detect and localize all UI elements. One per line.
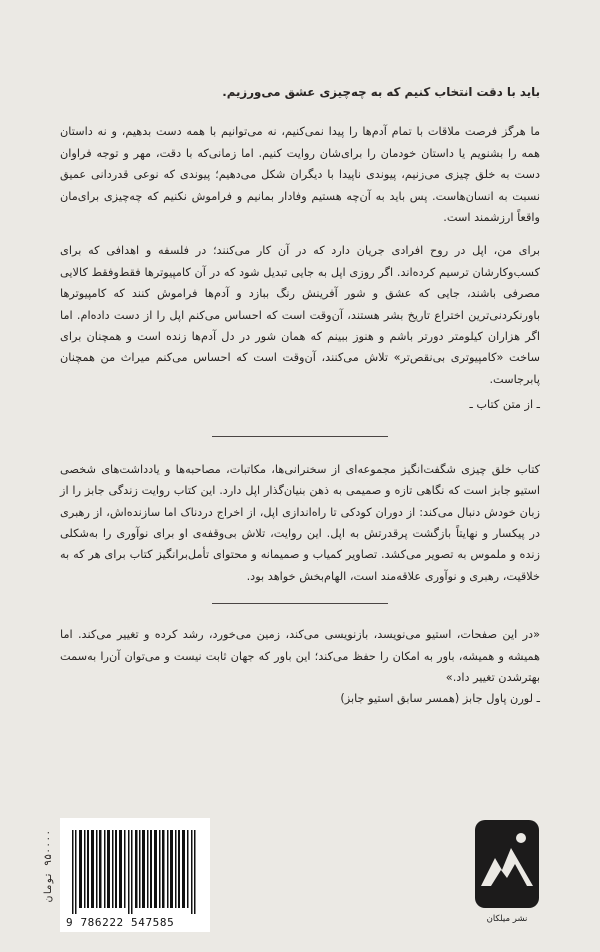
section-divider	[212, 603, 388, 604]
endorsement-attribution: ـ لورن پاول جابز (همسر سابق استیو جابز)	[340, 692, 540, 706]
barcode-bars	[68, 830, 202, 914]
isbn-barcode	[60, 818, 210, 932]
publisher-logo	[472, 820, 542, 930]
headline: باید با دقت انتخاب کنیم که به چه‌چیزی عشق می‌ورزیم.	[222, 85, 540, 99]
excerpt-paragraph-2: برای من، اپل در روح افرادی جریان دارد که در آن کار می‌کنند؛ در فلسفه و اهدافی که برای کسب‌وکارشان ترسیم کرده‌اند. اگر روزی اپل به جایی تبدیل شود که در آن کامپیوترها فقط‌وفقط کالایی مصرفی باشند، جایی که عشق و شور آفرینش رنگ ببازد و آدم‌ها فراموش کنند که کامپیوترها باورنکردنی‌ترین اختراع تاریخ بشر هستند، آن‌وقت است که احساس می‌کنم اپل را از دست داده‌ام. اما اگر هزاران کیلومتر دورتر باشم و هنوز ببینم که همان شور در دل آدم‌ها زنده است و همچنان برای ساخت «کامپیوتری بی‌نقص‌تر» تلاش می‌کنند، آن‌وقت است که احساس می‌کنم میراث من همچنان پابرجاست.	[60, 244, 540, 386]
section-divider	[212, 436, 388, 437]
publisher-name: نشر میلکان	[486, 914, 528, 924]
book-description: کتاب خلق چیزی شگفت‌انگیز مجموعه‌ای از سخنرانی‌ها، مکاتبات، مصاحبه‌ها و یادداشت‌های شخصی استیو جابز است که نگاهی تازه و صمیمی به ذهن بنیان‌گذار اپل دارد. این کتاب روایت زندگی جابز را از زبان خودش دنبال می‌کند: از دوران کودکی تا راه‌اندازی اپل، از اخراج دردناک اما سازنده‌اش، از رهبری در پیکسار و نهایتاً بازگشت پرقدرتش به اپل. این روایت، تلاش بی‌وقفه‌ی او برای نوآوری را به‌شکلی زنده و ملموس به تصویر می‌کشد. تصاویر کمیاب و صمیمانه و محتوای تأمل‌برانگیز کتاب برای هر که به خلاقیت، رهبری و نوآوری علاقه‌مند است، الهام‌بخش خواهد بود.	[60, 462, 540, 583]
isbn-digits: 9 786222 547585	[66, 916, 175, 929]
price-label: ۹۵۰۰۰۰ تومان	[43, 830, 54, 903]
excerpt-paragraph-1: ما هرگز فرصت ملاقات با تمام آدم‌ها را پیدا نمی‌کنیم، نه می‌توانیم با همه دست بدهیم، و نه داستان همه را بشنویم یا داستان خودمان را برای‌شان روایت کنیم. اما زمانی‌که با دقت، مهر و توجه فراوان دست به خلق چیزی می‌زنیم، پیوندی ناپیدا با دیگران شکل می‌دهیم؛ پیوندی که نوعی قدردانی عمیق نسبت به انسان‌هاست. پس باید به آن‌چه هستیم وفادار بمانیم و فراموش نکنیم که چه‌چیزی برای‌مان واقعاً ارزشمند است.	[60, 125, 540, 225]
excerpt-source: ـ از متن کتاب ـ	[469, 398, 540, 412]
mountain-logo-icon	[475, 820, 539, 908]
endorsement-quote: «در این صفحات، استیو می‌نویسد، بازنویسی می‌کند، زمین می‌خورد، رشد کرده و تغییر می‌کند. اما همیشه و همیشه، باور به امکان را حفظ می‌کند؛ این باور که جهان ثابت نیست و می‌توان آن‌را به‌سمت بهترشدن تغییر داد.»	[60, 628, 540, 684]
back-cover-text	[60, 82, 540, 710]
